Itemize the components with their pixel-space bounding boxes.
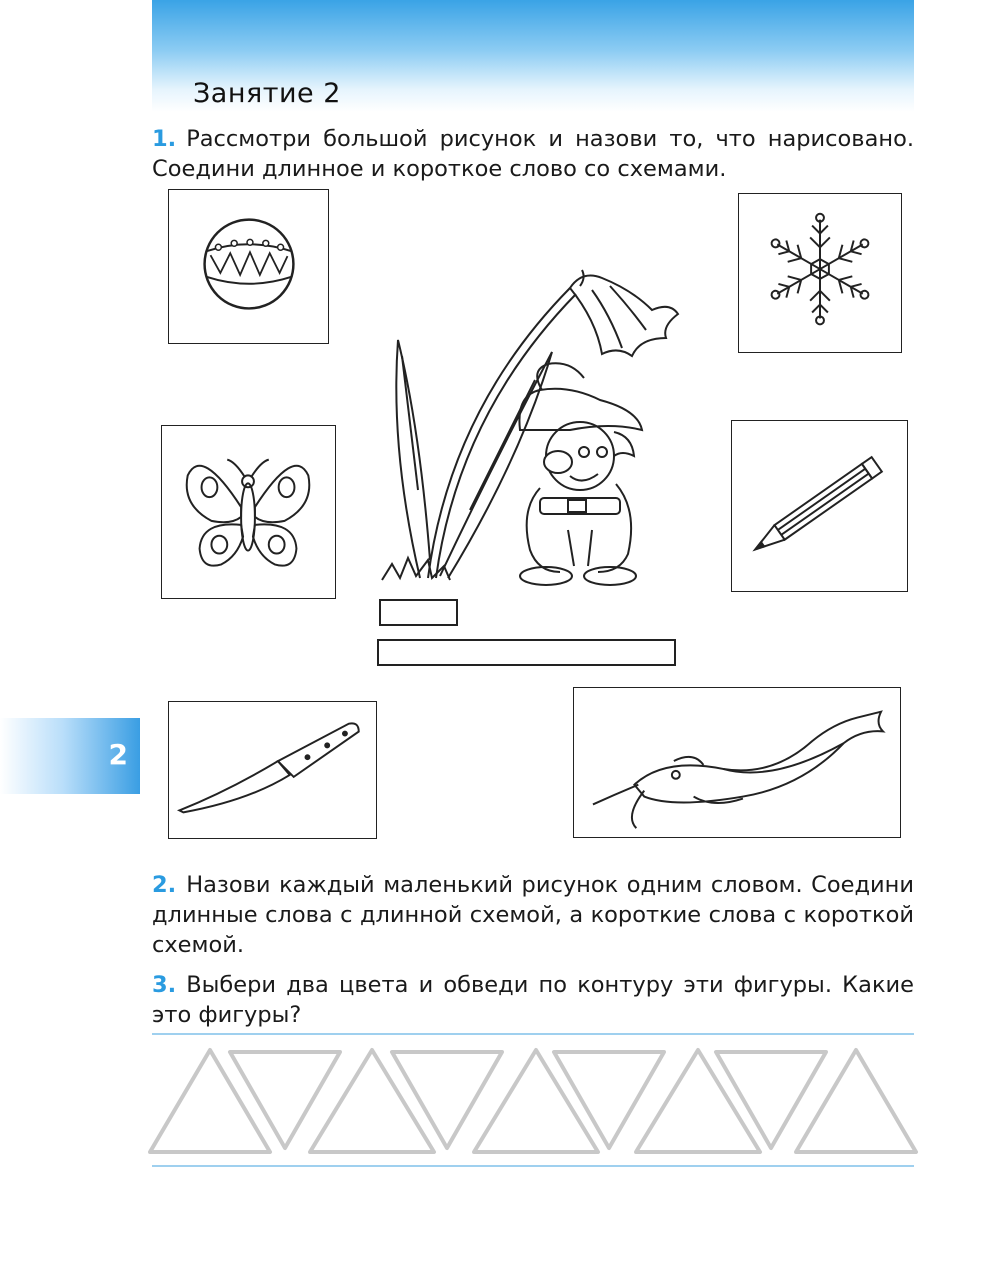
pencil-icon — [732, 421, 907, 591]
task-3 — [152, 970, 914, 1030]
knife-picture — [168, 701, 377, 839]
ball-picture — [168, 189, 329, 344]
task-text: Выбери два цвета и обведи по контуру эти фигуры. Какие это фигуры? — [152, 972, 914, 1028]
long-scheme — [377, 639, 676, 666]
chapter-tab — [0, 718, 140, 794]
top-rule — [152, 1033, 914, 1035]
task-1 — [152, 124, 914, 184]
triangle-up — [150, 1050, 270, 1152]
catfish-icon — [574, 688, 900, 837]
pencil-picture — [731, 420, 908, 592]
task-text: Назови каждый маленький рисунок одним словом. Соедини длинные слова с длинной схемой, а короткие слова с короткой схемой. — [152, 872, 914, 958]
butterfly-picture — [161, 425, 336, 599]
snowflake-picture — [738, 193, 902, 353]
task-2 — [152, 870, 914, 960]
task-number: 3. — [152, 972, 177, 998]
knife-icon — [169, 702, 376, 838]
ball-icon — [169, 190, 328, 343]
task-number: 2. — [152, 872, 177, 898]
lesson-title: Занятие 2 — [193, 78, 341, 109]
butterfly-icon — [162, 426, 335, 598]
triangle-tracing-row — [140, 1040, 920, 1160]
bottom-rule — [152, 1165, 914, 1167]
triangle-down — [716, 1052, 826, 1148]
snowflake-icon — [739, 194, 901, 352]
triangle-up — [310, 1050, 434, 1152]
catfish-picture — [573, 687, 901, 838]
central-picture — [370, 260, 710, 590]
task-number: 1. — [152, 126, 177, 152]
chapter-number: 2 — [108, 738, 128, 771]
triangle-up — [796, 1050, 916, 1152]
short-scheme — [379, 599, 458, 626]
bluebell-flower-icon — [382, 270, 678, 580]
task-text: Рассмотри большой рисунок и назови то, что нарисовано. Соедини длинное и короткое слово со схемами. — [152, 126, 914, 182]
